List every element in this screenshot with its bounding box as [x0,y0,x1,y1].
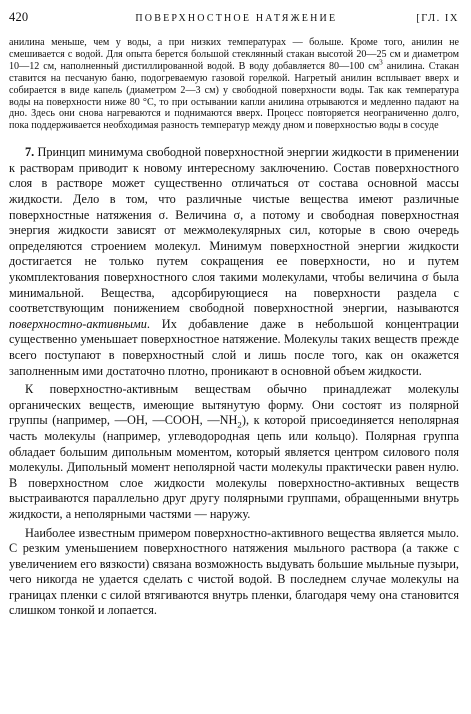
paragraph-soap [9,526,459,620]
superscript: 3 [379,58,383,67]
text-part: ), к которой присоединяется неполярная часть молекулы (например, углеводородная цепь или кольцо). Полярная группа обладает большим дипольным моментом, который является центром силового поля молекулы. Дипольный момент неполярной части молекулы практически равен нулю. В поверхностном слое жидкости молекулы поверхностно-активных веществ выстраиваются параллельно друг другу полярными группами, обращенными внутрь жидкости, а неполярными частями — наружу. [9,413,459,521]
chapter-label: [ГЛ. IX [416,13,459,24]
small-print-paragraph [9,37,459,132]
paragraph-principle [9,145,459,379]
term-italic: поверхностно-активными [9,316,147,331]
small-text-part: анилина меньше, чем у воды, а при низких температурах — больше. Кроме того, анилин не смешивается с водой. Для опыта берется большой стеклянный стакан высотой 20—25 см и диаметром 10—12 см, наполненный дистиллированной водой. В воду добавляется 80—100 см [9,37,459,72]
small-print-block [9,37,459,132]
small-text-part: анилина. Стакан ставится на песчаную баню, подогреваемую газовой горелкой. Нагретый анилин всплывает вверх и собирается в виде капель (диаметром 2—3 см) у свободной поверхности воды. Так как температура воды на поверхности ниже 80 °С, то при остывании капли анилина отрываются и медленно падают на дно. Здесь они снова нагреваются и поднимаются вверх. Процесс повторяется неограниченно долго, пока поддерживается необходимая разность температур между дном и поверхностью воды в сосуде [9,60,459,132]
text-part: К поверхностно-активным веществам обычно принадлежат молекулы органических веществ, имеющие вытянутую форму. Они состоят из полярной группы (например, —OH, —COOH, —NH [9,382,459,428]
text-part: Наиболее известным примером поверхностно-активного вещества является мыло. С резким уменьшением поверхностного натяжения мыльного раствора (а также с увеличением его вязкости) связана возможность выдувать большие мыльные пузыри, чего никогда не удается сделать с чистой водой. В последнем случае молекулы на границах пленки с силой втягиваются внутрь пленки, благодаря чему она становится слишком тонкой и лопается. [9,525,459,618]
main-text [9,145,459,619]
text-part: Принцип минимума свободной поверхностной энергии жидкости в применении к растворам приводит к новому интересному заключению. Состав поверхностного слоя в растворе может существенно отличаться от состава основной массы жидкости. Дело в том, что различные чистые вещества имеют различные поверхностные натяжения σ. Величина σ, а потому и свободная поверхностная энергия жидкости зависят от межмолекулярных сил, которые в свою очередь определяются строением молекул. Минимум поверхностной энергии жидкости достигается не только путем сокращения ее поверхности, но и путем укомплектования поверхностного слоя такими молекулами, чтобы величина σ была минимальной. Вещества, адсорбирующиеся на поверхности раздела с соответствующим понижением свободной поверхностной энергии, называются [9,145,459,316]
paragraph-surfactants [9,382,459,522]
subscript: 2 [237,419,242,430]
page-number: 420 [9,10,29,24]
page-header [9,10,459,26]
section-number: 7. [25,145,35,160]
running-title: ПОВЕРХНОСТНОЕ НАТЯЖЕНИЕ [135,13,338,24]
text-part: . Их добавление даже в небольшой концентрации существенно уменьшает поверхностное натяжение. Молекулы таких веществ прежде всего поступают в поверхностный слой и лишь после того, как он окажется заполненным ими достаточно плотно, проникают в основной объем жидкости. [9,316,459,378]
